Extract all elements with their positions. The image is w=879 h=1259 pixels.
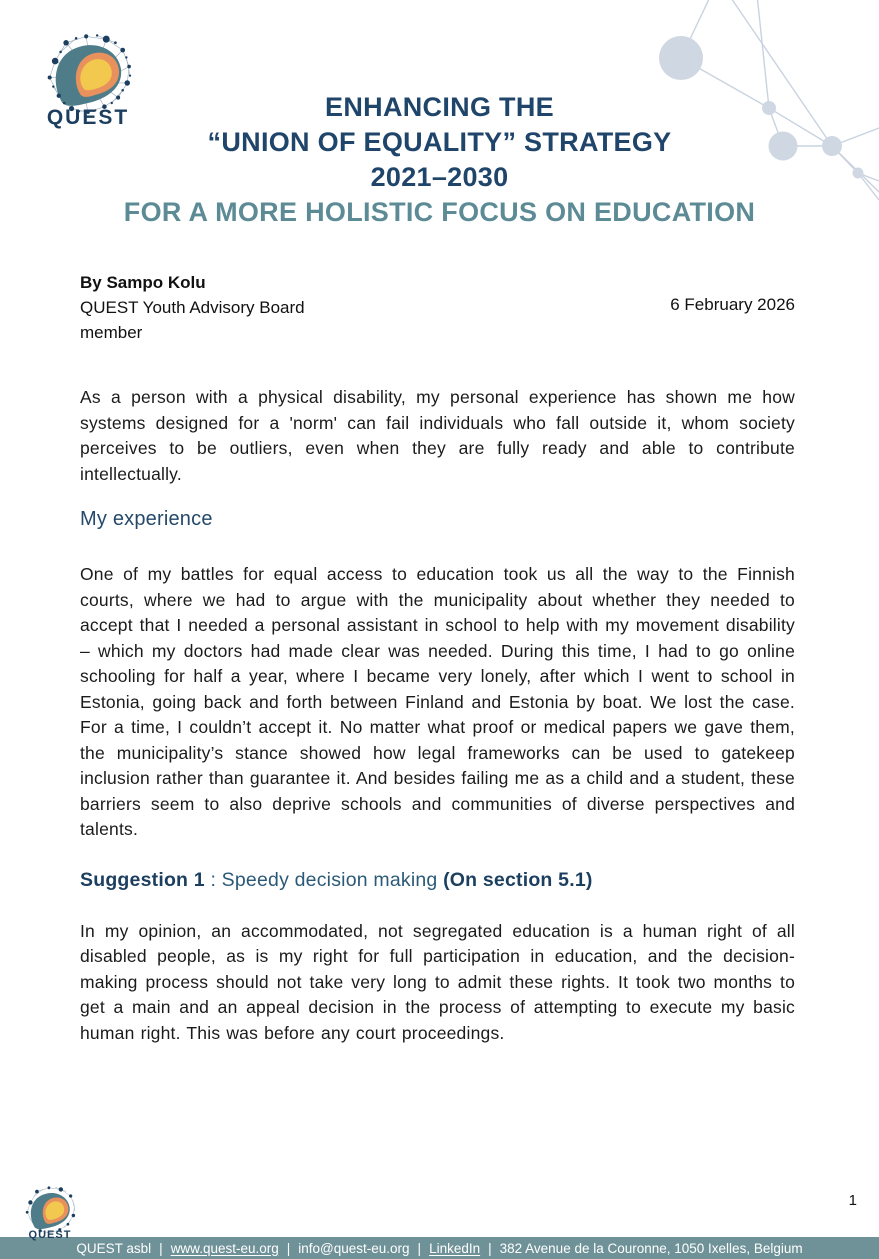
footer-separator: |	[159, 1240, 163, 1256]
author-role-line-1: QUEST Youth Advisory Board	[80, 298, 305, 317]
publication-date: 6 February 2026	[670, 295, 795, 314]
footer-website-link[interactable]: www.quest-eu.org	[170, 1240, 279, 1256]
author-name: By Sampo Kolu	[80, 273, 206, 292]
experience-paragraph: One of my battles for equal access to education took us all the way to the Finnish courts, where we had to argue with the municipality about whether they needed to accept that I needed a personal assistant in school to help with my movement disability – which my doctors had made clear was needed. During this time, I had to go online schooling for half a year, where I became very lonely, after which I went to school in Estonia, going back and forth between Finland and Estonia by boat. We lost the case. For a time, I couldn’t accept it. No matter what proof or medical papers we gave them, the municipality’s stance showed how legal frameworks can be used to gatekeep inclusion rather than guarantee it. And besides failing me as a child and a student, these barriers seem to also deprive schools and communities of diverse perspectives and talents.	[80, 564, 795, 839]
footer-quest-logo-icon	[21, 1184, 79, 1234]
quest-logo-text: QUEST	[46, 106, 130, 129]
footer-quest-logo	[14, 1184, 86, 1241]
suggestion-label: Suggestion 1	[80, 868, 205, 891]
intro-paragraph: As a person with a physical disability, my personal experience has shown me how systems designed for a 'norm' can fail individuals who fall outside it, whom society perceives to be outliers, even when they are fully ready and able to contribute intellectually.	[80, 387, 795, 484]
section-heading-my-experience: My experience	[80, 508, 213, 530]
footer-separator: |	[488, 1240, 492, 1256]
suggestion-section-ref: (On section 5.1)	[443, 868, 593, 891]
suggestion-title: : Speedy decision making	[204, 868, 444, 891]
suggestion-paragraph: In my opinion, an accommodated, not segregated education is a human right of all disabled people, as is my right for full participation in education, and the decision-making process should not take very long to admit these rights. It took two months to get a main and an appeal decision in the process of attempting to execute my basic human right. This was before any court proceedings.	[80, 920, 795, 1043]
title-subtitle: FOR A MORE HOLISTIC FOCUS ON EDUCATION	[123, 197, 756, 227]
footer-contact-bar	[0, 1237, 879, 1259]
title-line-2: “UNION OF EQUALITY” STRATEGY	[207, 127, 672, 157]
author-block	[80, 270, 305, 345]
document-body	[80, 270, 795, 1046]
footer-org-name: QUEST asbl	[76, 1240, 152, 1256]
footer-separator: |	[286, 1240, 291, 1256]
footer-linkedin-link[interactable]: LinkedIn	[429, 1240, 481, 1256]
footer-address: 382 Avenue de la Couronne, 1050 Ixelles, Belgium	[499, 1240, 803, 1256]
footer-email[interactable]: info@quest-eu.org	[298, 1240, 410, 1256]
footer-separator: |	[417, 1240, 422, 1256]
title-line-1: ENHANCING THE	[325, 92, 554, 122]
section-heading-suggestion-1	[80, 869, 795, 892]
author-role-line-2: member	[80, 323, 143, 342]
footer-quest-logo-text: QUEST	[28, 1229, 72, 1241]
document-title	[90, 90, 789, 230]
byline	[80, 270, 795, 345]
page-number: 1	[848, 1192, 857, 1209]
title-line-3: 2021–2030	[370, 162, 509, 192]
